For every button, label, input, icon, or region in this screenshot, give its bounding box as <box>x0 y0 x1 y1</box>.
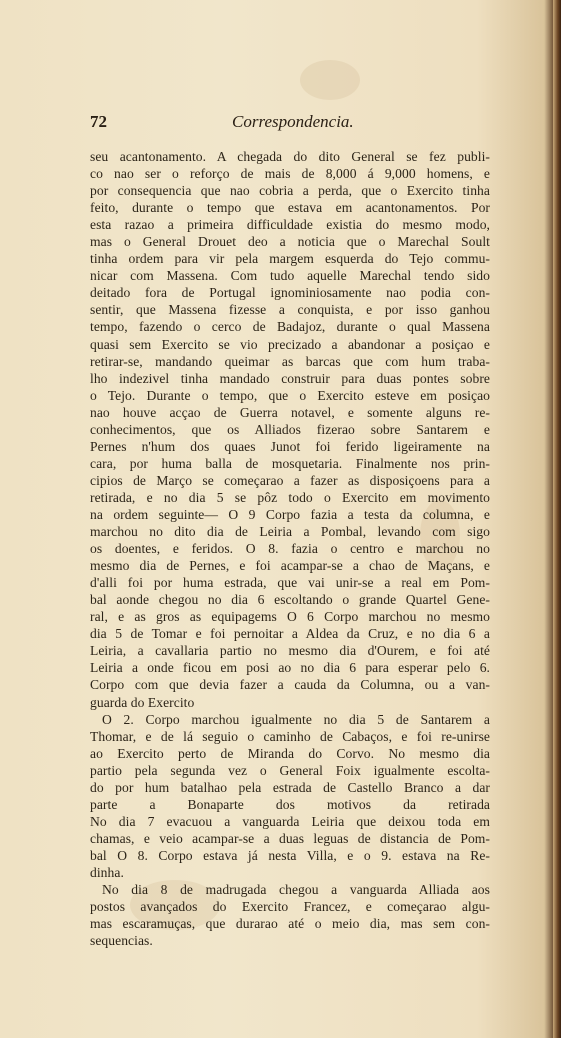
text-line: deitado fora de Portugal ignominiosamente nao podia con- <box>90 285 490 301</box>
text-line: nicar com Massena. Com tudo aquelle Marechal tendo sido <box>90 268 490 284</box>
text-line: bal O 8. Corpo estava já nesta Villa, e o 9. estava na Re- <box>90 847 490 863</box>
text-line: dia 5 de Tomar e foi pernoitar a Aldea da Cruz, e no dia 6 a <box>90 626 490 642</box>
text-line: por consequencia que nao cobria a perda, que o Exercito tinha <box>90 183 490 199</box>
text-line: bal aonde chegou no dia 6 escoltando o grande Quartel Gene- <box>90 592 490 608</box>
paragraph <box>90 711 490 881</box>
text-line: retirar-se, mandando queimar as barcas que com hum traba- <box>90 353 490 369</box>
text-line: ral, e as gros as equipagems O 6 Corpo marchou no mesmo <box>90 609 490 625</box>
text-line: dinha. <box>90 864 124 880</box>
text-line: No dia 7 evacuou a vanguarda Leiria que deixou toda em <box>90 813 490 829</box>
paragraph <box>90 148 490 711</box>
text-line: O 2. Corpo marchou igualmente no dia 5 de Santarem a <box>102 711 490 727</box>
text-line: postos avançados do Exercito Francez, e começarao algu- <box>90 899 490 915</box>
paper-stain <box>300 60 360 100</box>
text-line: mas escaramuças, que durarao até o meio dia, mas sem con- <box>90 916 490 932</box>
text-line: esta razao a primeira difficuldade existia do mesmo modo, <box>90 217 490 233</box>
text-line: chamas, e veio acampar-se a duas leguas de distancia de Pom- <box>90 830 490 846</box>
text-line: quasi sem Exercito se vio precizado a abandonar a posiçao e <box>90 336 490 352</box>
text-line: mesmo dia de Pernes, e foi acampar-se a chao de Maçans, e <box>90 558 490 574</box>
text-line: co nao ser o reforço de mais de 8,000 á 9,000 homens, e <box>90 166 490 182</box>
text-line: sequencias. <box>90 933 153 949</box>
text-line: parte a Bonaparte dos motivos da retirada <box>90 796 490 812</box>
text-line: Thomar, e de lá seguio o caminho de Cabaços, e foi re-unirse <box>90 728 490 744</box>
body-text <box>90 148 490 949</box>
text-line: cara, por huma balla de mosquetaria. Finalmente nos prin- <box>90 455 490 471</box>
text-line: No dia 8 de madrugada chegou a vanguarda Alliada aos <box>102 882 490 898</box>
text-line: cipios de Março se começarao a fazer as disposiçoens para a <box>90 472 490 488</box>
text-line: partio pela segunda vez o General Foix igualmente escolta- <box>90 762 490 778</box>
text-line: na ordem seguinte— O 9 Corpo fazia a testa da columna, e <box>90 506 490 522</box>
text-line: mas o General Drouet deo a noticia que o Marechal Soult <box>90 234 490 250</box>
text-line: do por hum batalhao pela estrada de Castello Branco a dar <box>90 779 490 795</box>
text-line: lho indezivel tinha mandado construir para duas pontes sobre <box>90 370 490 386</box>
page-edge <box>553 0 561 1038</box>
text-line: nao houve acçao de Guerra notavel, e somente alguns re- <box>90 404 490 420</box>
text-line: Corpo com que devia fazer a cauda da Columna, ou a van- <box>90 677 490 693</box>
text-line: o Tejo. Durante o tempo, que o Exercito esteve em posiçao <box>90 387 490 403</box>
text-line: sentir, que Massena fizesse a conquista, e por isso ganhou <box>90 302 490 318</box>
text-line: marchou no dito dia de Leiria a Pombal, levando com sigo <box>90 524 490 540</box>
text-line: tinha ordem para vir pela margem esquerda do Tejo commu- <box>90 251 490 267</box>
text-line: retirada, e no dia 5 se pôz todo o Exercito em movimento <box>90 489 490 505</box>
text-line: Leiria a onde ficou em posi ao no dia 6 para esperar pelo 6. <box>90 660 490 676</box>
text-line: os doentes, e feridos. O 8. fazia o centro e marchou no <box>90 541 490 557</box>
page-number: 72 <box>90 112 107 131</box>
page-header <box>90 112 490 134</box>
text-line: Leiria, a cavallaria partio no mesmo dia d'Ourem, e foi até <box>90 643 490 659</box>
text-line: tempo, fazendo o cerco de Badajoz, durante o qual Massena <box>90 319 490 335</box>
paragraph <box>90 881 490 949</box>
text-line: conhecimentos, que os Alliados fizerao sobre Santarem e <box>90 421 490 437</box>
text-line: feito, durante o tempo que estava em acantonamentos. Por <box>90 200 490 216</box>
text-line: guarda do Exercito <box>90 694 195 710</box>
text-line: ao Exercito perto de Miranda do Corvo. No mesmo dia <box>90 745 490 761</box>
running-title: Correspondencia. <box>232 112 354 131</box>
text-line: seu acantonamento. A chegada do dito General se fez publi- <box>90 149 490 164</box>
text-line: d'alli foi por huma estrada, que vai unir-se a real em Pom- <box>90 575 490 591</box>
text-line: Pernes n'hum dos quaes Junot foi ferido ligeiramente na <box>90 438 490 454</box>
